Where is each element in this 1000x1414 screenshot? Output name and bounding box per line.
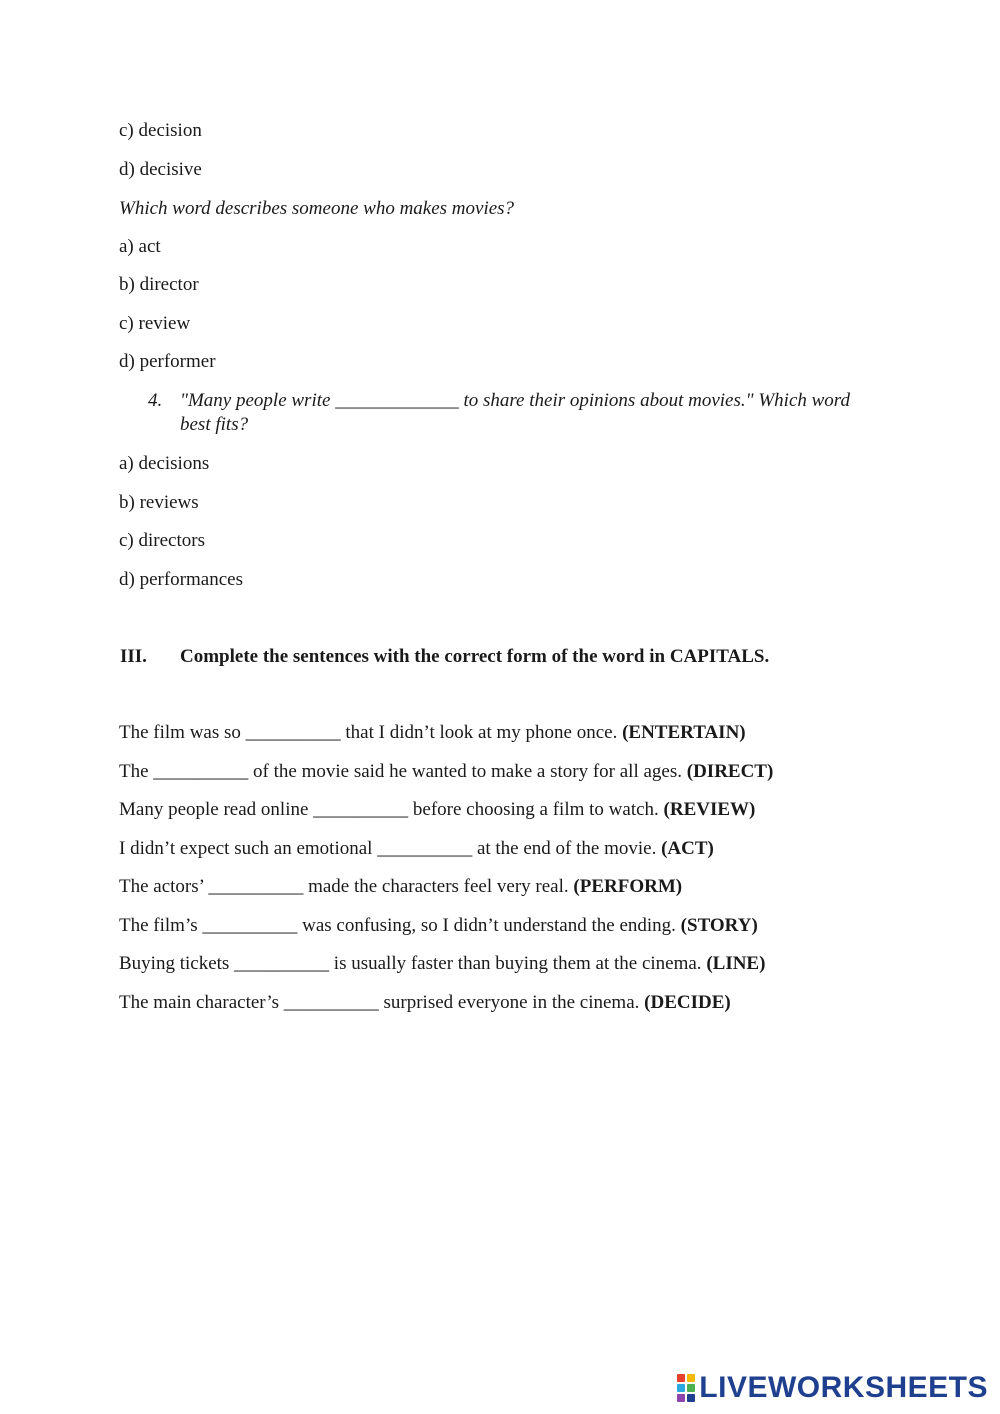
- capital-word: (DECIDE): [644, 992, 731, 1013]
- capital-word: (PERFORM): [573, 876, 683, 897]
- capital-word: (ENTERTAIN): [622, 722, 746, 743]
- logo-square: [677, 1394, 685, 1402]
- sentence: Many people read online __________ before choosing a film to watch. (REVIEW): [119, 799, 756, 820]
- q4-option-a: a) decisions: [119, 453, 210, 474]
- logo-square: [687, 1374, 695, 1382]
- q4-question: "Many people write _____________ to share their opinions about movies." Which word best fits?: [180, 390, 850, 435]
- q2-option-c: c) decision: [119, 120, 202, 141]
- logo-square: [677, 1374, 685, 1382]
- q3-option-a: a) act: [119, 236, 161, 257]
- logo-square: [687, 1394, 695, 1402]
- capital-word: (STORY): [680, 915, 758, 936]
- sentence: The actors’ __________ made the characters feel very real. (PERFORM): [119, 876, 683, 897]
- sentence: Buying tickets __________ is usually faster than buying them at the cinema. (LINE): [119, 953, 766, 974]
- q3-question: Which word describes someone who makes movies?: [119, 198, 515, 219]
- capital-word: (LINE): [706, 953, 766, 974]
- q4-option-c: c) directors: [119, 530, 205, 551]
- section-title: Complete the sentences with the correct form of the word in CAPITALS.: [180, 646, 770, 667]
- liveworksheets-logo[interactable]: [677, 1372, 988, 1404]
- logo-text: LIVEWORKSHEETS: [699, 1371, 988, 1404]
- capital-word: (DIRECT): [686, 761, 774, 782]
- q4-option-b: b) reviews: [119, 492, 199, 513]
- sentence: The main character’s __________ surprised everyone in the cinema. (DECIDE): [119, 992, 731, 1013]
- section-number: III.: [120, 646, 147, 667]
- q3-option-b: b) director: [119, 274, 199, 295]
- capital-word: (REVIEW): [663, 799, 756, 820]
- sentence: The film was so __________ that I didn’t look at my phone once. (ENTERTAIN): [119, 722, 746, 743]
- sentence: The __________ of the movie said he wanted to make a story for all ages. (DIRECT): [119, 761, 774, 782]
- q4-option-d: d) performances: [119, 569, 243, 590]
- logo-square: [687, 1384, 695, 1392]
- q4-number: 4.: [148, 390, 163, 411]
- logo-square: [677, 1384, 685, 1392]
- capital-word: (ACT): [661, 838, 714, 859]
- q3-option-d: d) performer: [119, 351, 216, 372]
- q3-option-c: c) review: [119, 313, 191, 334]
- logo-mark-icon: [677, 1374, 695, 1402]
- q2-option-d: d) decisive: [119, 159, 202, 180]
- sentence: The film’s __________ was confusing, so I didn’t understand the ending. (STORY): [119, 915, 758, 936]
- sentence: I didn’t expect such an emotional __________ at the end of the movie. (ACT): [119, 838, 714, 859]
